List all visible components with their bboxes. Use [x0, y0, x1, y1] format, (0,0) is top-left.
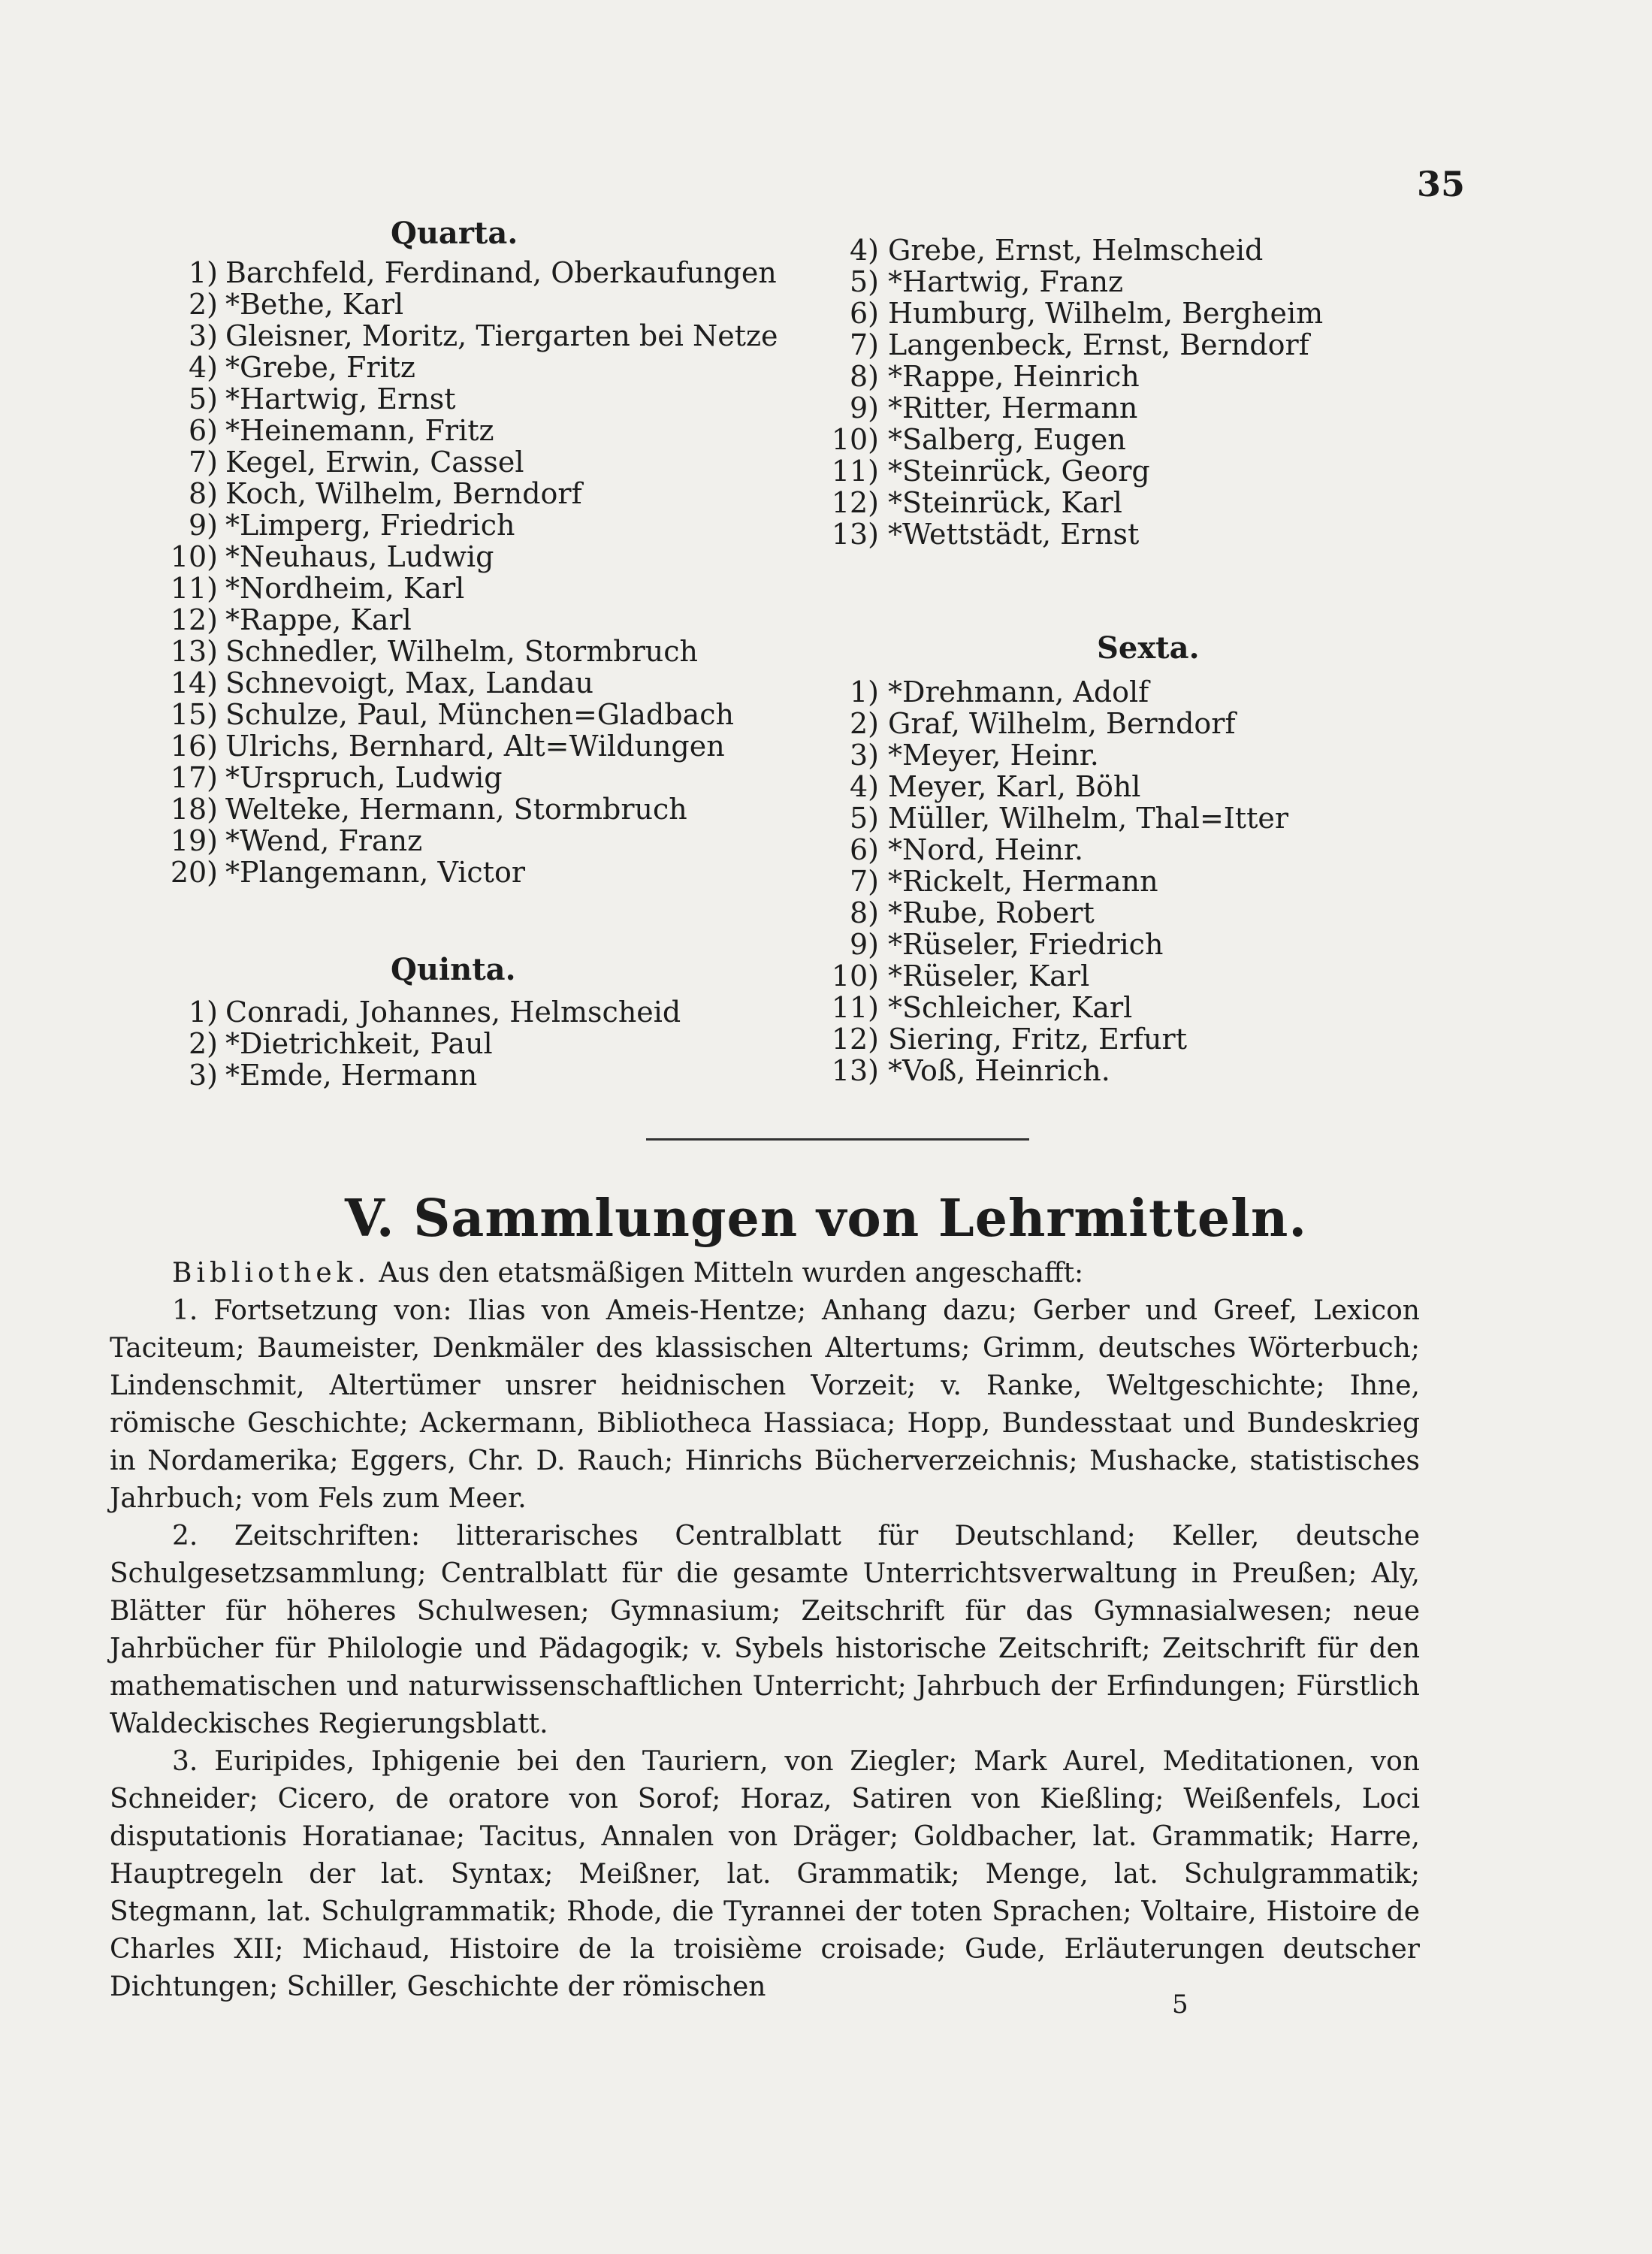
list-item-number: 1) — [849, 675, 879, 709]
list-item-number: 2) — [188, 288, 218, 321]
list-item-name: *Hartwig, Franz — [888, 265, 1124, 298]
list-item-name: Barchfeld, Ferdinand, Oberkaufungen — [225, 256, 777, 289]
list-item-number: 11) — [170, 572, 218, 605]
list-item-name: Graf, Wilhelm, Berndorf — [888, 707, 1236, 740]
list-item-number: 10) — [831, 423, 879, 456]
list-item-name: Müller, Wilhelm, Thal=Itter — [888, 802, 1289, 835]
list-item-name: Meyer, Karl, Böhl — [888, 770, 1141, 803]
list-item-name: Grebe, Ernst, Helmscheid — [888, 234, 1264, 267]
list-item-name: *Wettstädt, Ernst — [888, 518, 1140, 551]
list-item-name: *Rüseler, Karl — [888, 959, 1090, 993]
list-item-number: 12) — [170, 603, 218, 636]
list-item-number: 13) — [831, 1054, 879, 1087]
list-item-number: 9) — [849, 391, 879, 425]
list-item-number: 20) — [170, 856, 218, 889]
list-item-number: 7) — [188, 446, 218, 479]
list-item-number: 8) — [188, 477, 218, 510]
paragraph-new-acquisitions: 3. Euripides, Iphigenie bei den Tauriern, von Ziegler; Mark Aurel, Meditationen, von Schneider; Cicero, de oratore von Sorof; Horaz, Satiren von Kießling; Weißenfels, Loci disputationis Horatianae; Tacitus, Annalen von Dräger; Goldbacher, lat. Grammatik; Harre, Hauptregeln der lat. Syntax; Meißner, lat. Grammatik; Menge, lat. Schulgrammatik; Stegmann, lat. Schulgrammatik; Rhode, die Tyrannei der toten Sprachen; Voltaire, Histoire de Charles XII; Michaud, Histoire de la troisième croisade; Gude, Erläuterungen deutscher Dichtungen; Schiller, Geschichte der römischen — [110, 1746, 1420, 2002]
page-number: 35 — [1417, 164, 1466, 204]
list-item-name: Schnevoigt, Max, Landau — [225, 666, 593, 699]
list-item-name: Ulrichs, Bernhard, Alt=Wildungen — [225, 730, 725, 763]
sexta-heading: Sexta. — [1097, 630, 1200, 666]
list-item-number: 3) — [849, 739, 879, 772]
list-item-number: 10) — [170, 540, 218, 573]
list-item-number: 13) — [170, 635, 218, 668]
library-intro — [110, 1255, 1420, 1292]
list-item-number: 4) — [849, 234, 879, 267]
list-item-name: *Urspruch, Ludwig — [225, 761, 503, 794]
list-item-name: *Rüseler, Friedrich — [888, 928, 1164, 961]
list-item-number: 9) — [849, 928, 879, 961]
list-item-name: Gleisner, Moritz, Tiergarten bei Netze — [225, 319, 778, 352]
list-item-name: *Ritter, Hermann — [888, 391, 1138, 425]
list-item-name: *Dietrichkeit, Paul — [225, 1027, 493, 1060]
list-item-name: *Heinemann, Fritz — [225, 414, 494, 447]
list-item-name: *Plangemann, Victor — [225, 856, 525, 889]
list-item-number: 5) — [849, 802, 879, 835]
list-item-number: 3) — [188, 319, 218, 352]
paragraph-periodicals: 2. Zeitschriften: litterarisches Centralblatt für Deutschland; Keller, deutsche Schulgesetzsammlung; Centralblatt für die gesamte Unterrichtsverwaltung in Preußen; Aly, Blätter für höheres Schulwesen; Gymnasium; Zeitschrift für das Gymnasialwesen; neue Jahrbücher für Philologie und Pädagogik; v. Sybels historische Zeitschrift; Zeitschrift für den mathematischen und naturwissenschaftlichen Unterricht; Jahrbuch der Erfindungen; Fürstlich Waldeckisches Regierungsblatt. — [110, 1521, 1420, 1739]
list-item-number: 3) — [188, 1059, 218, 1092]
list-item-number: 5) — [188, 382, 218, 415]
list-item-name: *Steinrück, Karl — [888, 486, 1122, 519]
list-item-name: *Bethe, Karl — [225, 288, 404, 321]
list-item-name: *Schleicher, Karl — [888, 991, 1133, 1024]
list-item-name: *Wend, Franz — [225, 824, 423, 857]
list-item-number: 2) — [188, 1027, 218, 1060]
list-item-name: *Salberg, Eugen — [888, 423, 1126, 456]
list-item-name: *Meyer, Heinr. — [888, 739, 1099, 772]
list-item-number: 4) — [188, 351, 218, 384]
list-item-number: 13) — [831, 518, 879, 551]
list-item-number: 19) — [170, 824, 218, 857]
list-item-number: 8) — [849, 360, 879, 393]
list-item-name: *Voß, Heinrich. — [888, 1054, 1110, 1087]
list-item-number: 2) — [849, 707, 879, 740]
list-item-name: *Steinrück, Georg — [888, 455, 1150, 488]
list-item-name: *Rube, Robert — [888, 896, 1095, 929]
list-item-number: 8) — [849, 896, 879, 929]
list-item-number: 10) — [831, 959, 879, 993]
list-item-name: *Rickelt, Hermann — [888, 865, 1158, 898]
list-item-number: 7) — [849, 328, 879, 361]
list-item-name: *Grebe, Fritz — [225, 351, 415, 384]
list-item-number: 6) — [849, 297, 879, 330]
list-item-name: *Drehmann, Adolf — [888, 675, 1149, 709]
list-item-number: 12) — [831, 486, 879, 519]
list-item-number: 16) — [170, 730, 218, 763]
list-item-number: 6) — [188, 414, 218, 447]
list-item-number: 4) — [849, 770, 879, 803]
list-item-number: 11) — [831, 455, 879, 488]
list-item-name: Langenbeck, Ernst, Berndorf — [888, 328, 1309, 361]
list-item-name: *Hartwig, Ernst — [225, 382, 456, 415]
list-item-name: *Rappe, Karl — [225, 603, 412, 636]
list-item-name: *Limperg, Friedrich — [225, 509, 515, 542]
list-item-name: *Nordheim, Karl — [225, 572, 465, 605]
list-item-number: 9) — [188, 509, 218, 542]
list-item-name: Schnedler, Wilhelm, Stormbruch — [225, 635, 698, 668]
section-divider — [646, 1138, 1029, 1141]
list-item-number: 15) — [170, 698, 218, 731]
list-item-number: 18) — [170, 793, 218, 826]
paragraph-continuations: 1. Fortsetzung von: Ilias von Ameis-Hentze; Anhang dazu; Gerber und Greef, Lexicon Taciteum; Baumeister, Denkmäler des klassischen Altertums; Grimm, deutsches Wörterbuch; Lindenschmit, Altertümer unsrer heidnischen Vorzeit; v. Ranke, Weltgeschichte; Ihne, römische Geschichte; Ackermann, Bibliotheca Hassiaca; Hopp, Bundesstaat und Bundeskrieg in Nordamerika; Eggers, Chr. D. Rauch; Hinrichs Bücherverzeichnis; Mushacke, statistisches Jahrbuch; vom Fels zum Meer. — [110, 1295, 1420, 1514]
list-item-number: 1) — [188, 996, 218, 1029]
list-item-name: Welteke, Hermann, Stormbruch — [225, 793, 687, 826]
list-item-number: 6) — [849, 833, 879, 866]
section-heading: V. Sammlungen von Lehrmitteln. — [344, 1189, 1308, 1249]
list-item-name: *Emde, Hermann — [225, 1059, 478, 1092]
signature-mark: 5 — [1172, 1990, 1188, 2020]
list-item-name: Schulze, Paul, München=Gladbach — [225, 698, 735, 731]
list-item-number: 12) — [831, 1023, 879, 1056]
library-intro-text: Aus den etatsmäßigen Mitteln wurden angeschafft: — [379, 1258, 1084, 1289]
list-item-name: Humburg, Wilhelm, Bergheim — [888, 297, 1324, 330]
library-section — [110, 1255, 1420, 2006]
quinta-heading: Quinta. — [391, 952, 516, 987]
list-item-name: *Neuhaus, Ludwig — [225, 540, 494, 573]
quarta-heading: Quarta. — [391, 216, 518, 251]
list-item-name: Conradi, Johannes, Helmscheid — [225, 996, 681, 1029]
list-item-name: *Nord, Heinr. — [888, 833, 1084, 866]
library-intro-lead: Bibliothek. — [172, 1258, 370, 1289]
list-item-number: 5) — [849, 265, 879, 298]
list-item-number: 1) — [188, 256, 218, 289]
list-item-name: Siering, Fritz, Erfurt — [888, 1023, 1187, 1056]
list-item-name: Koch, Wilhelm, Berndorf — [225, 477, 582, 510]
list-item-name: *Rappe, Heinrich — [888, 360, 1140, 393]
list-item-number: 7) — [849, 865, 879, 898]
list-item-number: 14) — [170, 666, 218, 699]
list-item-name: Kegel, Erwin, Cassel — [225, 446, 524, 479]
list-item-number: 17) — [170, 761, 218, 794]
list-item-number: 11) — [831, 991, 879, 1024]
